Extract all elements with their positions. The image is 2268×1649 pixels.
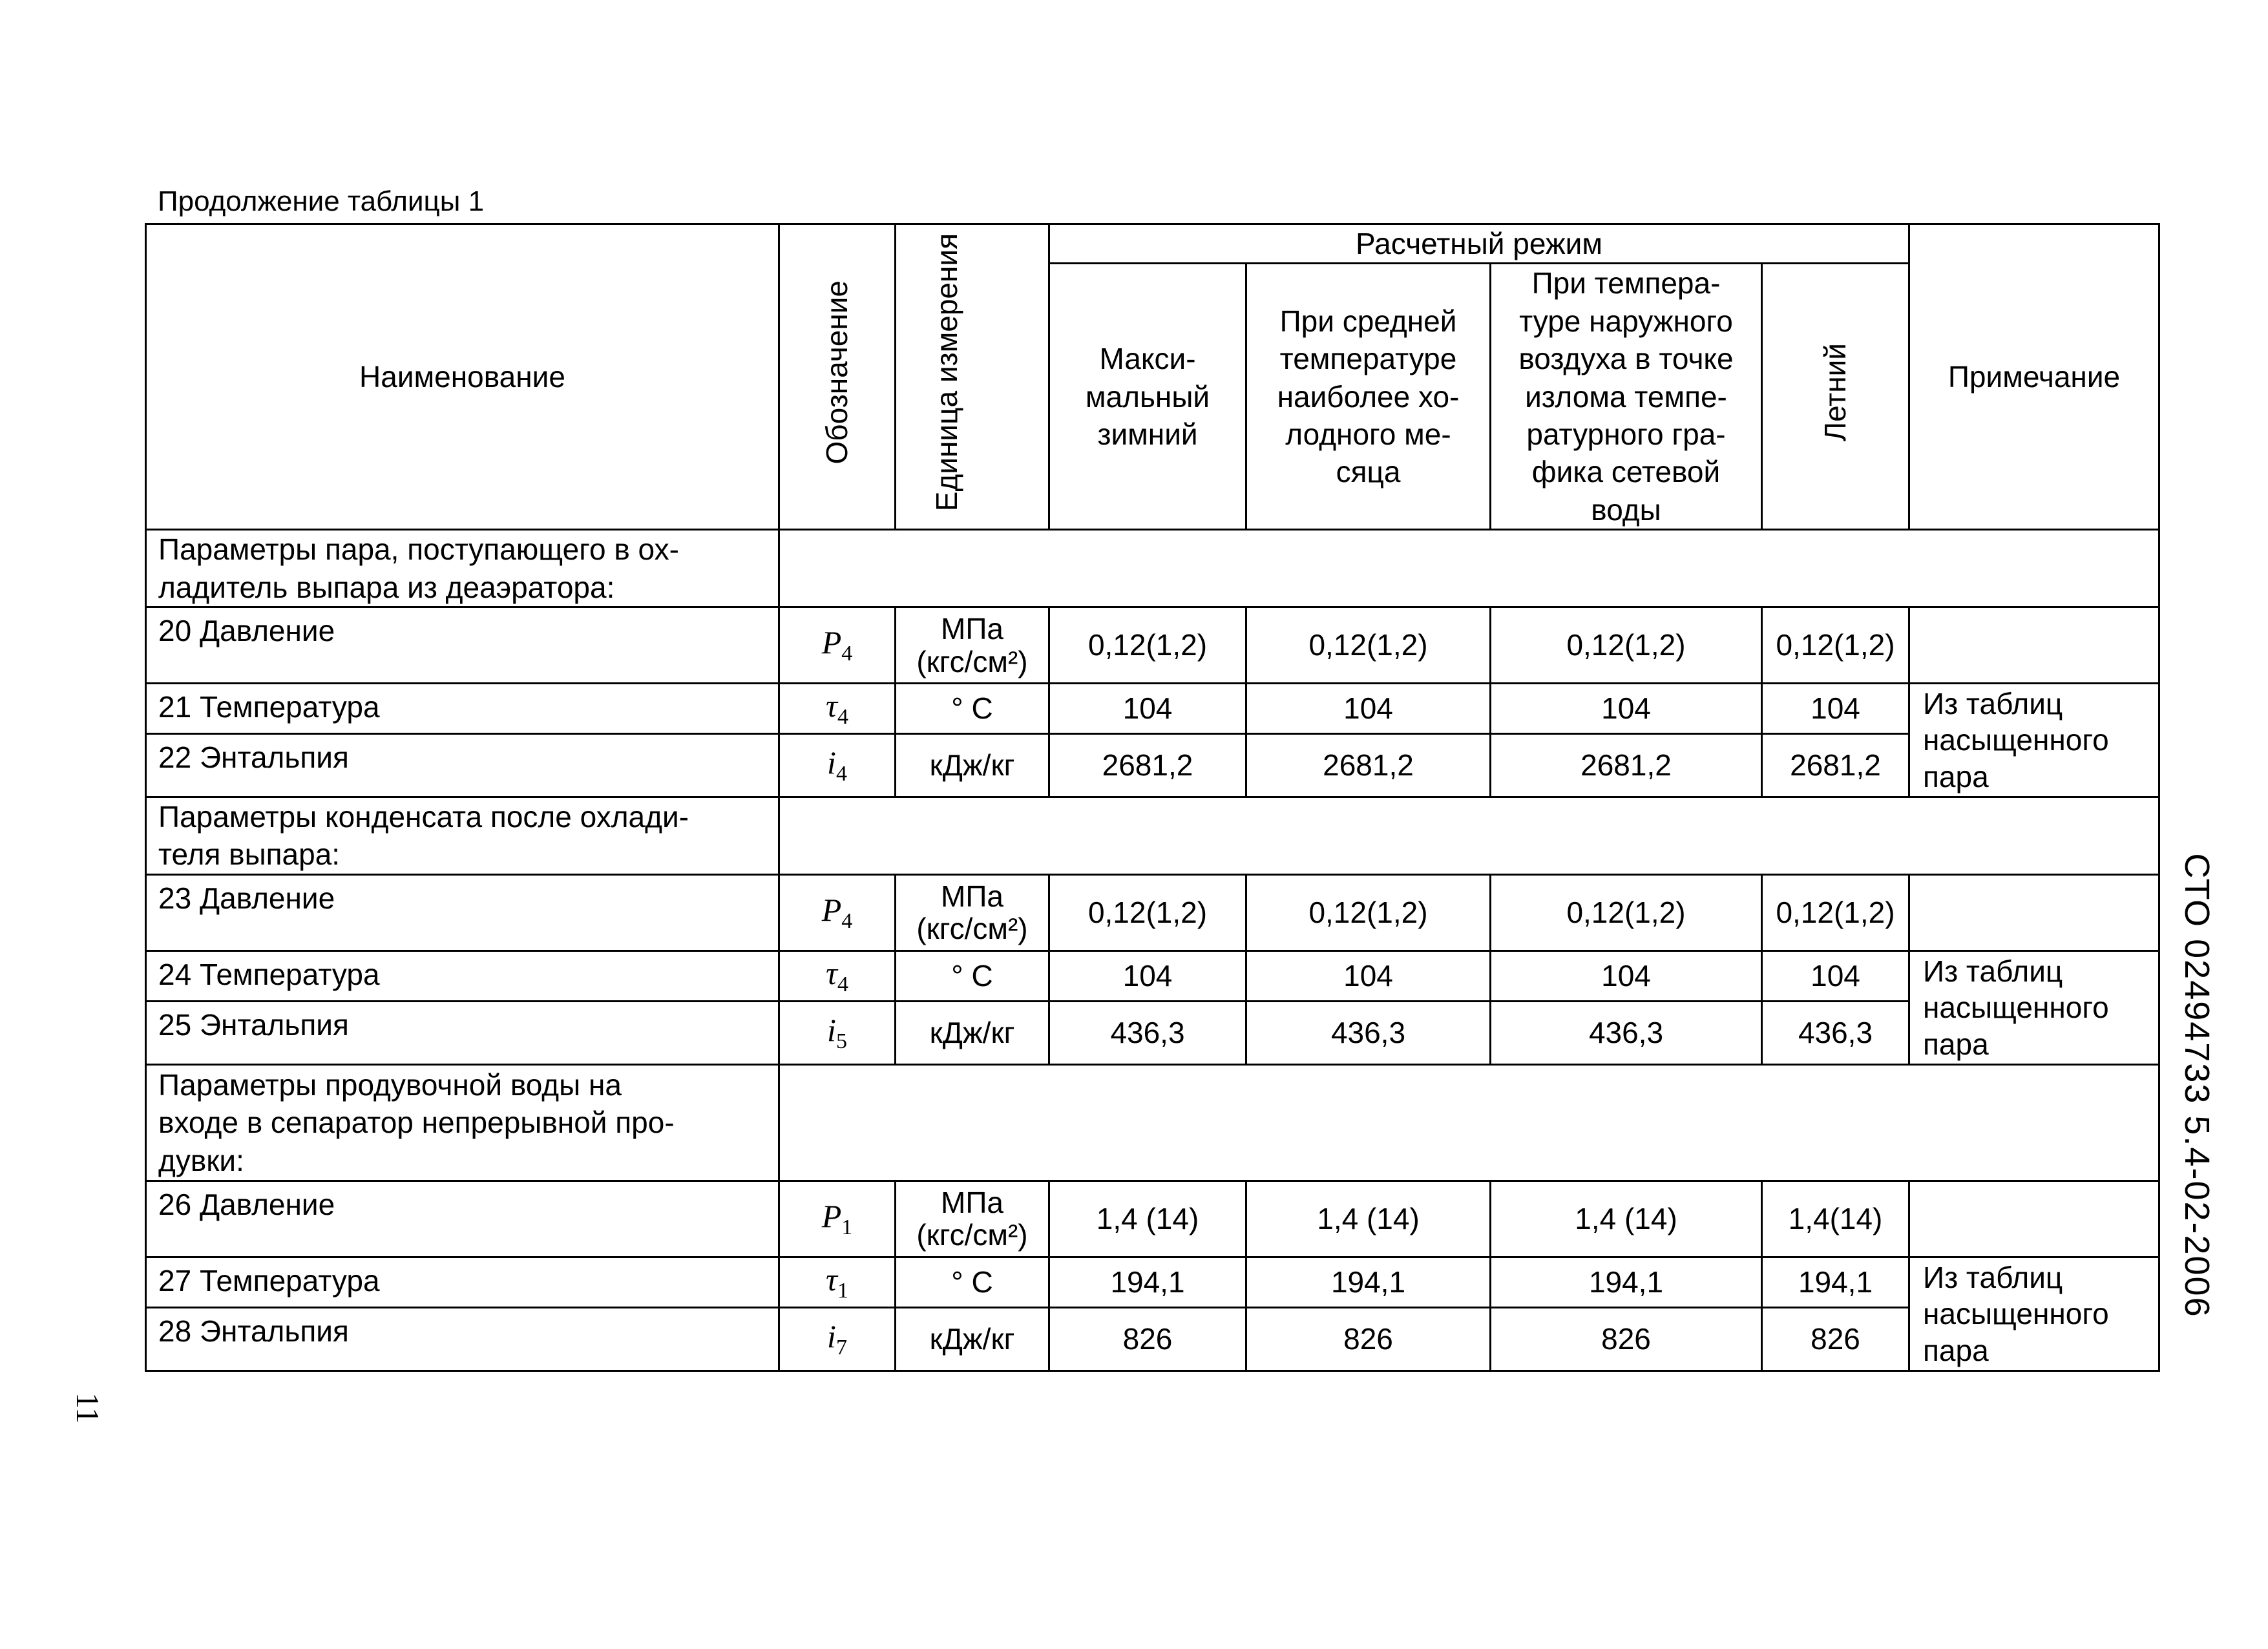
row-note: Из таблиц насыщенного пара [1909, 951, 2159, 1064]
table-row [146, 734, 2159, 797]
row-unit: МПа (кгс/см²) [896, 607, 1049, 684]
row-note-empty [1909, 874, 2159, 951]
row-unit: МПа (кгс/см²) [896, 874, 1049, 951]
group-title: Параметры конденсата после охлади- теля выпара: [146, 797, 779, 875]
table-row [146, 1181, 2159, 1257]
header-note: Примечание [1909, 224, 2159, 530]
row-name: 24 Температура [146, 951, 779, 1001]
row-unit: ° С [896, 684, 1049, 734]
group-title: Параметры пара, поступающего в ох- ладитель выпара из деаэратора: [146, 530, 779, 607]
row-name: 25 Энтальпия [146, 1001, 779, 1064]
row-name: 27 Температура [146, 1257, 779, 1307]
row-unit: кДж/кг [896, 734, 1049, 797]
row-note-empty [1909, 607, 2159, 684]
header-unit: Единица измерения [896, 224, 1049, 530]
row-value-v3: 104 [1491, 951, 1762, 1001]
row-value-v3: 2681,2 [1491, 734, 1762, 797]
header-break-point: При темпера- туре наружного воздуха в точке излома темпе- ратурного гра- фика сетевой воды [1491, 264, 1762, 530]
row-symbol: $\tau_1$ [779, 1257, 896, 1307]
row-value-v1: 0,12(1,2) [1049, 607, 1246, 684]
row-value-v2: 104 [1246, 684, 1491, 734]
row-value-v3: 0,12(1,2) [1491, 607, 1762, 684]
row-symbol: $i_4$ [779, 734, 896, 797]
group-empty-cell [779, 797, 2159, 875]
header-mode: Расчетный режим [1049, 224, 1909, 264]
table-caption: Продолжение таблицы 1 [158, 185, 485, 217]
header-symbol: Обозначение [779, 224, 896, 530]
row-unit: ° С [896, 1257, 1049, 1307]
row-symbol: $i_5$ [779, 1001, 896, 1064]
row-value-v2: 194,1 [1246, 1257, 1491, 1307]
row-value-v2: 826 [1246, 1307, 1491, 1371]
row-value-v3: 436,3 [1491, 1001, 1762, 1064]
row-symbol: $P_4$ [779, 874, 896, 951]
row-symbol: $\tau_4$ [779, 951, 896, 1001]
row-value-v3: 194,1 [1491, 1257, 1762, 1307]
row-value-v4: 0,12(1,2) [1762, 874, 1909, 951]
row-value-v3: 104 [1491, 684, 1762, 734]
row-symbol: $P_4$ [779, 607, 896, 684]
row-value-v2: 436,3 [1246, 1001, 1491, 1064]
row-value-v1: 104 [1049, 951, 1246, 1001]
table-row [146, 1001, 2159, 1064]
row-value-v1: 104 [1049, 684, 1246, 734]
row-name: 26 Давление [146, 1181, 779, 1257]
row-symbol: $P_1$ [779, 1181, 896, 1257]
row-value-v3: 1,4 (14) [1491, 1181, 1762, 1257]
header-max-winter: Макси- мальный зимний [1049, 264, 1246, 530]
row-value-v2: 0,12(1,2) [1246, 607, 1491, 684]
row-note: Из таблиц насыщенного пара [1909, 684, 2159, 797]
row-symbol: $i_7$ [779, 1307, 896, 1371]
row-value-v4: 2681,2 [1762, 734, 1909, 797]
row-value-v4: 0,12(1,2) [1762, 607, 1909, 684]
table-row [146, 874, 2159, 951]
row-value-v4: 1,4(14) [1762, 1181, 1909, 1257]
row-unit: кДж/кг [896, 1307, 1049, 1371]
row-value-v1: 1,4 (14) [1049, 1181, 1246, 1257]
row-value-v1: 826 [1049, 1307, 1246, 1371]
row-value-v4: 436,3 [1762, 1001, 1909, 1064]
row-unit: кДж/кг [896, 1001, 1049, 1064]
page-number: 11 [70, 1392, 106, 1424]
row-note: Из таблиц насыщенного пара [1909, 1257, 2159, 1371]
row-value-v2: 1,4 (14) [1246, 1181, 1491, 1257]
row-note-empty [1909, 1181, 2159, 1257]
row-value-v4: 104 [1762, 951, 1909, 1001]
group-empty-cell [779, 1064, 2159, 1181]
row-value-v2: 0,12(1,2) [1246, 874, 1491, 951]
row-value-v4: 104 [1762, 684, 1909, 734]
document-code-stamp: СТО 02494733 5.4-02-2006 [2178, 853, 2216, 1318]
group-empty-cell [779, 530, 2159, 607]
table-row [146, 684, 2159, 734]
table-row [146, 607, 2159, 684]
row-name: 20 Давление [146, 607, 779, 684]
row-unit: МПа (кгс/см²) [896, 1181, 1049, 1257]
group-title: Параметры продувочной воды на входе в сепаратор непрерывной про- дувки: [146, 1064, 779, 1181]
row-value-v1: 194,1 [1049, 1257, 1246, 1307]
row-value-v2: 104 [1246, 951, 1491, 1001]
row-value-v3: 826 [1491, 1307, 1762, 1371]
row-name: 22 Энтальпия [146, 734, 779, 797]
row-value-v4: 194,1 [1762, 1257, 1909, 1307]
header-summer: Летний [1762, 264, 1909, 530]
row-value-v1: 2681,2 [1049, 734, 1246, 797]
row-name: 28 Энтальпия [146, 1307, 779, 1371]
row-symbol: $\tau_4$ [779, 684, 896, 734]
table-row [146, 1257, 2159, 1307]
row-name: 21 Температура [146, 684, 779, 734]
row-value-v3: 0,12(1,2) [1491, 874, 1762, 951]
parameters-table [145, 223, 2160, 1372]
row-value-v1: 436,3 [1049, 1001, 1246, 1064]
row-value-v2: 2681,2 [1246, 734, 1491, 797]
header-name: Наименование [146, 224, 779, 530]
row-unit: ° С [896, 951, 1049, 1001]
row-value-v1: 0,12(1,2) [1049, 874, 1246, 951]
row-name: 23 Давление [146, 874, 779, 951]
table-row [146, 1307, 2159, 1371]
header-avg-cold: При средней температуре наиболее хо- лодного ме- сяца [1246, 264, 1491, 530]
table-row [146, 951, 2159, 1001]
row-value-v4: 826 [1762, 1307, 1909, 1371]
